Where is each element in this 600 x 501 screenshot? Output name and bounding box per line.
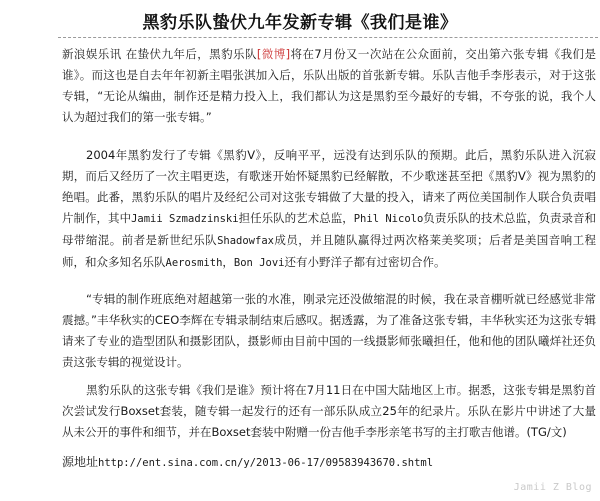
paragraph-1-body: 将在7月份又一次站在公众面前，交出第六张专辑《我们是谁》。而这也是自去年年初新主唱张淇加入后，乐队出版的首张新专辑。乐队吉他手李彤表示，对于这张专辑，“无论从编曲，制作还是精力投入上，我们都认为这是黑豹至今最好的专辑，不夸张的说，我个人认为超过我们的第一张专辑。” [62, 47, 596, 124]
paragraph-2-text: 还有小野洋子都有过密切合作。 [284, 255, 446, 269]
source-url-link[interactable]: http://ent.sina.com.cn/y/2013-06-17/09583943670.shtml [98, 457, 434, 469]
paragraph-2-text: 负责乐队的技术总监，负责录音和母带缩混。前者是新世纪乐队 [62, 211, 597, 247]
band-name-bon-jovi: Bon Jovi [233, 257, 285, 269]
paragraph-3-text: “专辑的制作班底绝对超越第一张的水准，刚录完还没做缩混的时候，我在录音棚听就已经感觉非常震撼。”丰华秋实的CEO李辉在专辑录制结束后感叹。据透露，为了准备这张专辑，丰华秋实还为这张专辑请来了专业的造型团队和摄影团队，摄影师由目前中国的一线摄影师张曦担任，他和他的团队曦烊社还负责这张专辑的视觉设计。 [62, 292, 596, 369]
source-label: 源地址 [62, 455, 99, 469]
paragraph-2-text: ， [222, 255, 234, 269]
paragraph-4 [62, 380, 596, 443]
paragraph-2-text: 担任乐队的艺术总监， [238, 211, 354, 225]
paragraph-4-text: 黑豹乐队的这张专辑《我们是谁》预计将在7月11日在中国大陆地区上市。据悉，这张专辑是黑豹首次尝试发行Boxset套装，随专辑一起发行的还有一部乐队成立25年的纪录片。乐队在影片中讲述了大量从未公开的事件和细节，并在Boxset套装中附赠一份吉他手李彤亲笔书写的主打歌吉他谱。(TG/文) [62, 383, 596, 439]
title-divider [58, 37, 598, 38]
producer-name-1: Jamii Szmadzinski [131, 213, 239, 225]
producer-name-2: Phil Nicolo [353, 213, 424, 225]
source-line [62, 452, 582, 473]
paragraph-1-lead: 新浪娱乐讯 在蛰伏九年后，黑豹乐队 [62, 47, 257, 61]
band-name-aerosmith: Aerosmith [165, 257, 223, 269]
blog-watermark: Jamii Z Blog [513, 482, 592, 493]
paragraph-1 [62, 44, 596, 128]
article-title: 黑豹乐队蛰伏九年发新专辑《我们是谁》 [142, 13, 458, 33]
weibo-link[interactable]: [微博] [256, 47, 291, 61]
band-name-shadowfax: Shadowfax [217, 235, 274, 247]
paragraph-2-text: 成员，并且随队赢得过两次格莱美奖项；后者是美国音响工程师，和众多知名乐队 [62, 233, 597, 269]
paragraph-2-text: 2004年黑豹发行了专辑《黑豹V》，反响平平，远没有达到乐队的预期。此后，黑豹乐队进入沉寂期，而后又经历了一次主唱更迭，有歌迷开始怀疑黑豹已经解散，不少歌迷甚至把《黑豹V》视为黑豹的绝唱。此番，黑豹乐队的唱片及经纪公司对这张专辑做了大量的投入，请来了两位美国制作人联合负责唱片制作，其中 [62, 148, 596, 225]
paragraph-3 [62, 289, 596, 373]
paragraph-2 [62, 145, 596, 274]
